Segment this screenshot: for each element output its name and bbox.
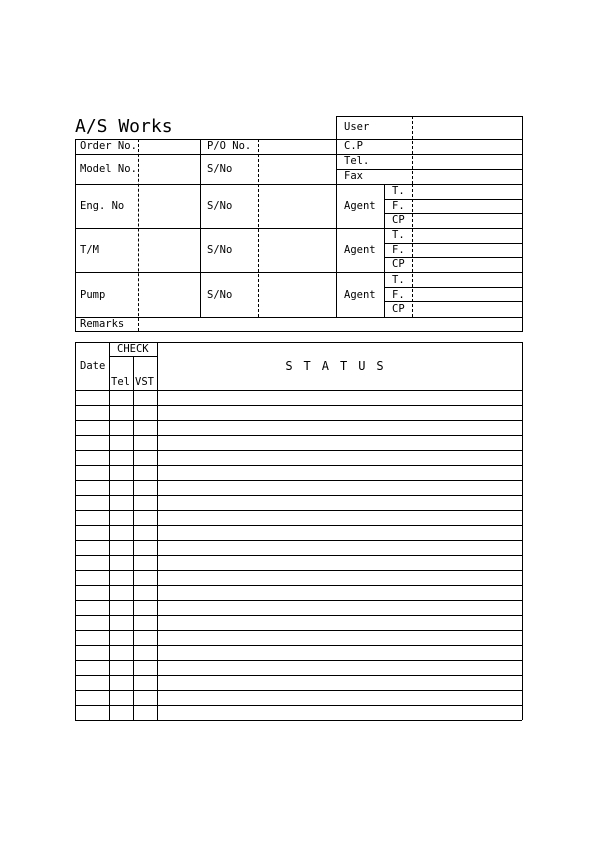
log-row-line bbox=[75, 705, 522, 706]
pump-sno-label: S/No bbox=[207, 289, 233, 301]
agent-divider bbox=[384, 184, 385, 317]
tm-agent-f-label: F. bbox=[392, 244, 405, 256]
log-row-line bbox=[75, 630, 522, 631]
label-divider-left bbox=[138, 139, 139, 331]
log-row-line bbox=[75, 525, 522, 526]
row-line-order bbox=[75, 154, 522, 155]
log-row-line bbox=[75, 615, 522, 616]
eng-agent-label: Agent bbox=[344, 200, 376, 212]
tm-agent-cp-label: CP bbox=[392, 258, 405, 270]
pump-agent-cp-label: CP bbox=[392, 303, 405, 315]
log-row-line bbox=[75, 390, 522, 391]
pump-agent-t-label: T. bbox=[392, 274, 405, 286]
eng-sno-label: S/No bbox=[207, 200, 233, 212]
log-row-line bbox=[75, 450, 522, 451]
user-box-top-line bbox=[336, 116, 522, 117]
log-row-line bbox=[75, 420, 522, 421]
form-right-line bbox=[522, 116, 523, 332]
log-row-line bbox=[75, 540, 522, 541]
log-row-line bbox=[75, 645, 522, 646]
pump-agent-label: Agent bbox=[344, 289, 376, 301]
date-header: Date bbox=[80, 360, 106, 372]
model-sno-label: S/No bbox=[207, 163, 233, 175]
row-line-pump-f bbox=[384, 301, 522, 302]
tel-header: Tel bbox=[111, 376, 130, 388]
form-bottom-line bbox=[75, 331, 522, 332]
row-line-eng-f bbox=[384, 213, 522, 214]
log-row-line bbox=[75, 585, 522, 586]
order-no-label: Order No. bbox=[80, 140, 137, 152]
column-line-mid bbox=[200, 139, 201, 317]
log-right-line bbox=[522, 342, 523, 720]
row-line-tel bbox=[336, 169, 522, 170]
po-no-label: P/O No. bbox=[207, 140, 252, 152]
log-row-line bbox=[75, 660, 522, 661]
fax-label: Fax bbox=[344, 170, 363, 182]
log-left-line bbox=[75, 342, 76, 720]
vst-column-line bbox=[157, 342, 158, 720]
eng-agent-cp-label: CP bbox=[392, 214, 405, 226]
tm-sno-label: S/No bbox=[207, 244, 233, 256]
remarks-label: Remarks bbox=[80, 318, 125, 330]
row-line-tm-t bbox=[384, 243, 522, 244]
row-line-pump bbox=[75, 317, 522, 318]
form-top-line bbox=[75, 139, 522, 140]
row-line-eng-t bbox=[384, 199, 522, 200]
eng-agent-f-label: F. bbox=[392, 200, 405, 212]
log-row-line bbox=[75, 465, 522, 466]
pump-agent-f-label: F. bbox=[392, 289, 405, 301]
log-bottom-line bbox=[75, 720, 522, 721]
log-row-line bbox=[75, 495, 522, 496]
form-left-line bbox=[75, 139, 76, 332]
eng-no-label: Eng. No bbox=[80, 200, 125, 212]
row-line-pump-t bbox=[384, 287, 522, 288]
row-line-tm bbox=[75, 272, 522, 273]
log-row-line bbox=[75, 600, 522, 601]
log-row-line bbox=[75, 675, 522, 676]
form-title: A/S Works bbox=[75, 116, 173, 137]
row-line-tm-f bbox=[384, 257, 522, 258]
status-header: STATUS bbox=[285, 359, 395, 373]
log-row-line bbox=[75, 405, 522, 406]
tel-column-line bbox=[133, 356, 134, 720]
date-column-line bbox=[109, 342, 110, 720]
log-row-line bbox=[75, 690, 522, 691]
user-box-left-line bbox=[336, 116, 337, 139]
column-line-right bbox=[336, 139, 337, 317]
tm-label: T/M bbox=[80, 244, 99, 256]
row-line-eng bbox=[75, 228, 522, 229]
tel-label: Tel. bbox=[344, 155, 370, 167]
log-row-line bbox=[75, 435, 522, 436]
label-divider-right-top bbox=[412, 116, 413, 184]
tm-agent-label: Agent bbox=[344, 244, 376, 256]
eng-agent-t-label: T. bbox=[392, 185, 405, 197]
pump-label: Pump bbox=[80, 289, 106, 301]
label-divider-right-agent bbox=[412, 184, 413, 317]
log-row-line bbox=[75, 510, 522, 511]
tm-agent-t-label: T. bbox=[392, 229, 405, 241]
user-label: User bbox=[344, 121, 370, 133]
vst-header: VST bbox=[135, 376, 154, 388]
log-row-line bbox=[75, 480, 522, 481]
row-line-model bbox=[75, 184, 522, 185]
log-row-line bbox=[75, 570, 522, 571]
cp-label: C.P bbox=[344, 140, 363, 152]
model-no-label: Model No. bbox=[80, 163, 137, 175]
log-row-line bbox=[75, 555, 522, 556]
label-divider-mid bbox=[258, 139, 259, 317]
check-header: CHECK bbox=[117, 343, 149, 355]
